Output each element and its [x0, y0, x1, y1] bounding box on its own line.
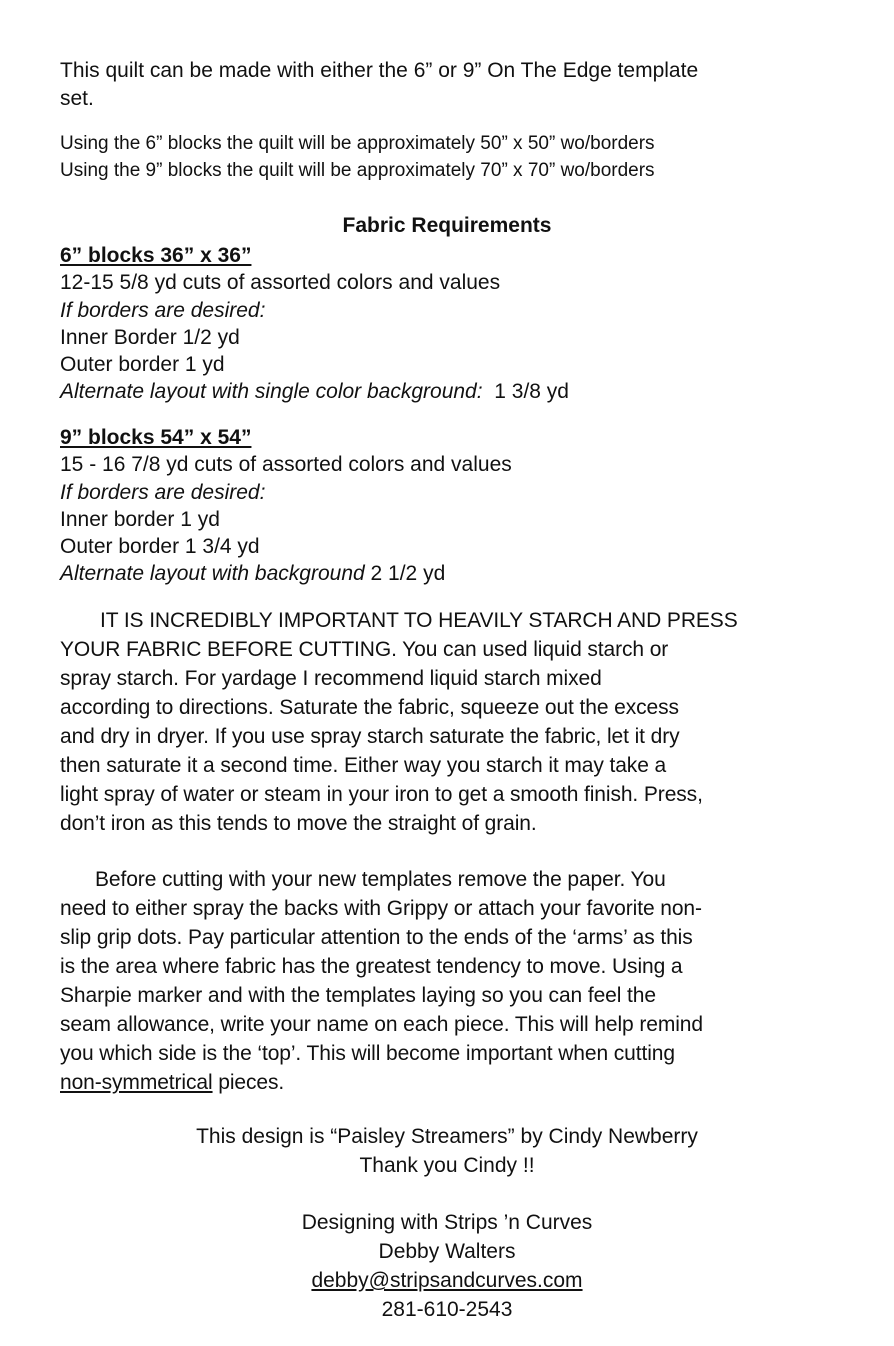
- starch-line: then saturate it a second time. Either way you starch it may take a: [60, 754, 667, 777]
- quilt-size-notes: [60, 130, 850, 184]
- templates-line: slip grip dots. Pay particular attention to the ends of the ‘arms’ as this: [60, 926, 693, 949]
- fabric-9-header: 9” blocks 54” x 54”: [60, 426, 252, 449]
- fabric-9-inch-section: [60, 424, 850, 588]
- design-credit: [0, 1122, 894, 1180]
- fabric-6-header: 6” blocks 36” x 36”: [60, 244, 252, 267]
- fabric-9-cuts: 15 - 16 7/8 yd cuts of assorted colors and values: [60, 453, 512, 477]
- fabric-9-inner-border: Inner border 1 yd: [60, 507, 220, 531]
- fabric-6-inner-border: Inner Border 1/2 yd: [60, 325, 240, 349]
- email-link[interactable]: debby@stripsandcurves.com: [311, 1269, 583, 1292]
- starch-line: and dry in dryer. If you use spray starch saturate the fabric, let it dry: [60, 725, 680, 748]
- templates-line: need to either spray the backs with Grippy or attach your favorite non-: [60, 897, 702, 920]
- starch-line: IT IS INCREDIBLY IMPORTANT TO HEAVILY STARCH AND PRESS: [100, 609, 738, 632]
- phone-number: 281-610-2543: [381, 1298, 513, 1321]
- contact-block: [0, 1208, 894, 1324]
- design-credit-line: This design is “Paisley Streamers” by Cindy Newberry: [196, 1125, 698, 1148]
- starch-line: don’t iron as this tends to move the straight of grain.: [60, 812, 537, 835]
- company-name: Designing with Strips ’n Curves: [301, 1211, 593, 1234]
- author-name: Debby Walters: [378, 1240, 516, 1263]
- fabric-requirements-title: Fabric Requirements: [342, 214, 552, 237]
- size-6-note: Using the 6” blocks the quilt will be approximately 50” x 50” wo/borders: [60, 133, 655, 154]
- fabric-6-outer-border: Outer border 1 yd: [60, 353, 225, 377]
- fabric-6-alternate-layout: [60, 378, 850, 405]
- intro-sentence: This quilt can be made with either the 6” or 9” On The Edge template: [60, 59, 699, 82]
- fabric-9-borders-label: If borders are desired:: [60, 480, 266, 504]
- templates-line: you which side is the ‘top’. This will become important when cutting: [60, 1042, 675, 1065]
- templates-line: Before cutting with your new templates remove the paper. You: [95, 868, 666, 891]
- templates-line: is the area where fabric has the greatest tendency to move. Using a: [60, 955, 683, 978]
- templates-last-line: [60, 1068, 850, 1097]
- starch-line: according to directions. Saturate the fabric, squeeze out the excess: [60, 696, 679, 719]
- fabric-9-alternate-layout: [60, 560, 850, 587]
- non-symmetrical-text: non-symmetrical: [60, 1071, 213, 1094]
- thanks-line: Thank you Cindy !!: [359, 1154, 535, 1177]
- starch-paragraph: [60, 606, 850, 838]
- templates-line: seam allowance, write your name on each piece. This will help remind: [60, 1013, 703, 1036]
- starch-line: YOUR FABRIC BEFORE CUTTING. You can used liquid starch or: [60, 638, 669, 661]
- intro-paragraph: [60, 57, 850, 113]
- fabric-9-outer-border: Outer border 1 3/4 yd: [60, 535, 260, 559]
- starch-line: light spray of water or steam in your iron to get a smooth finish. Press,: [60, 783, 703, 806]
- fabric-6-cuts: 12-15 5/8 yd cuts of assorted colors and values: [60, 271, 501, 295]
- fabric-6-alt-value: 1 3/8 yd: [482, 380, 569, 404]
- fabric-6-inch-section: [60, 242, 850, 406]
- fabric-9-alt-label: Alternate layout with background: [60, 562, 365, 586]
- fabric-6-alt-label: Alternate layout with single color background:: [60, 380, 483, 404]
- fabric-9-alt-value: 2 1/2 yd: [364, 562, 446, 586]
- templates-paragraph: [60, 865, 850, 1097]
- size-9-note: Using the 9” blocks the quilt will be approximately 70” x 70” wo/borders: [60, 160, 655, 181]
- intro-sentence-end: set.: [60, 87, 94, 110]
- templates-last-rest: pieces.: [212, 1071, 285, 1094]
- starch-line: spray starch. For yardage I recommend liquid starch mixed: [60, 667, 602, 690]
- fabric-6-borders-label: If borders are desired:: [60, 298, 266, 322]
- templates-line: Sharpie marker and with the templates laying so you can feel the: [60, 984, 656, 1007]
